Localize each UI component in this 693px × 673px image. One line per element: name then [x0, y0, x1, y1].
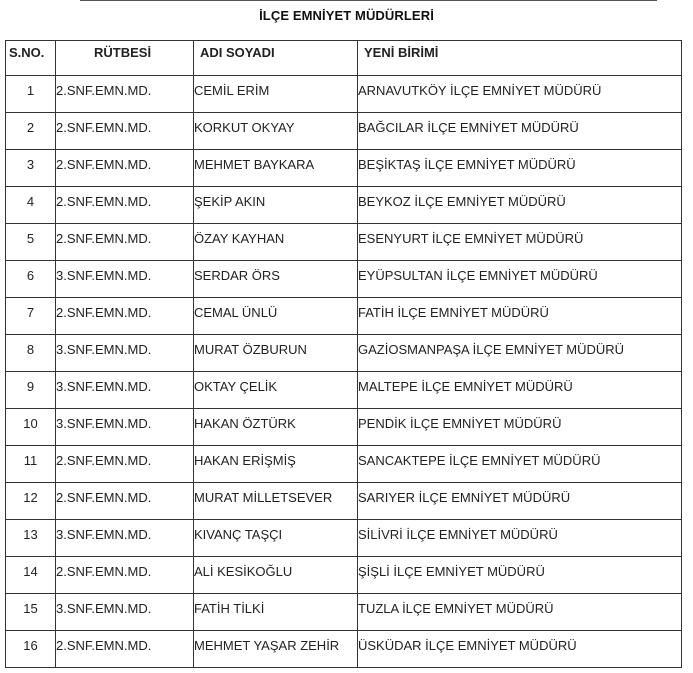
top-divider — [80, 0, 657, 1]
cell-sno: 10 — [6, 409, 56, 446]
cell-rank: 2.SNF.EMN.MD. — [56, 298, 194, 335]
cell-rank: 2.SNF.EMN.MD. — [56, 446, 194, 483]
cell-name: FATİH TİLKİ — [194, 594, 358, 631]
table-row — [6, 594, 682, 631]
cell-sno: 16 — [6, 631, 56, 668]
cell-rank: 3.SNF.EMN.MD. — [56, 335, 194, 372]
cell-unit: PENDİK İLÇE EMNİYET MÜDÜRÜ — [358, 409, 682, 446]
police-chiefs-table — [5, 40, 682, 668]
table-row — [6, 446, 682, 483]
cell-rank: 2.SNF.EMN.MD. — [56, 187, 194, 224]
cell-sno: 7 — [6, 298, 56, 335]
header-row — [6, 41, 682, 76]
cell-name: ÖZAY KAYHAN — [194, 224, 358, 261]
cell-unit: ESENYURT İLÇE EMNİYET MÜDÜRÜ — [358, 224, 682, 261]
table-row — [6, 150, 682, 187]
cell-name: HAKAN ERİŞMİŞ — [194, 446, 358, 483]
cell-unit: SİLİVRİ İLÇE EMNİYET MÜDÜRÜ — [358, 520, 682, 557]
cell-sno: 2 — [6, 113, 56, 150]
cell-sno: 4 — [6, 187, 56, 224]
cell-rank: 3.SNF.EMN.MD. — [56, 409, 194, 446]
cell-sno: 1 — [6, 76, 56, 113]
cell-sno: 5 — [6, 224, 56, 261]
table-row — [6, 631, 682, 668]
cell-unit: TUZLA İLÇE EMNİYET MÜDÜRÜ — [358, 594, 682, 631]
column-header-sno: S.NO. — [6, 41, 56, 76]
cell-name: CEMİL ERİM — [194, 76, 358, 113]
cell-unit: MALTEPE İLÇE EMNİYET MÜDÜRÜ — [358, 372, 682, 409]
cell-rank: 3.SNF.EMN.MD. — [56, 594, 194, 631]
table-header — [6, 41, 682, 76]
table-row — [6, 298, 682, 335]
cell-name: ALİ KESİKOĞLU — [194, 557, 358, 594]
cell-rank: 2.SNF.EMN.MD. — [56, 76, 194, 113]
cell-rank: 2.SNF.EMN.MD. — [56, 483, 194, 520]
cell-unit: EYÜPSULTAN İLÇE EMNİYET MÜDÜRÜ — [358, 261, 682, 298]
cell-sno: 9 — [6, 372, 56, 409]
cell-rank: 2.SNF.EMN.MD. — [56, 113, 194, 150]
cell-name: MURAT ÖZBURUN — [194, 335, 358, 372]
cell-rank: 2.SNF.EMN.MD. — [56, 631, 194, 668]
cell-name: ŞEKİP AKIN — [194, 187, 358, 224]
cell-unit: BEŞİKTAŞ İLÇE EMNİYET MÜDÜRÜ — [358, 150, 682, 187]
table-row — [6, 520, 682, 557]
column-header-unit: YENİ BİRİMİ — [358, 41, 682, 76]
cell-unit: FATİH İLÇE EMNİYET MÜDÜRÜ — [358, 298, 682, 335]
cell-sno: 3 — [6, 150, 56, 187]
cell-name: MURAT MİLLETSEVER — [194, 483, 358, 520]
cell-name: KORKUT OKYAY — [194, 113, 358, 150]
cell-sno: 13 — [6, 520, 56, 557]
cell-unit: ŞİŞLİ İLÇE EMNİYET MÜDÜRÜ — [358, 557, 682, 594]
document-title: İLÇE EMNİYET MÜDÜRLERİ — [259, 8, 434, 23]
table-row — [6, 483, 682, 520]
cell-unit: BEYKOZ İLÇE EMNİYET MÜDÜRÜ — [358, 187, 682, 224]
table-row — [6, 335, 682, 372]
cell-name: CEMAL ÜNLÜ — [194, 298, 358, 335]
table-row — [6, 372, 682, 409]
cell-sno: 14 — [6, 557, 56, 594]
cell-sno: 8 — [6, 335, 56, 372]
cell-sno: 11 — [6, 446, 56, 483]
cell-rank: 2.SNF.EMN.MD. — [56, 150, 194, 187]
cell-unit: BAĞCILAR İLÇE EMNİYET MÜDÜRÜ — [358, 113, 682, 150]
table-row — [6, 113, 682, 150]
cell-rank: 2.SNF.EMN.MD. — [56, 557, 194, 594]
table-row — [6, 557, 682, 594]
cell-unit: GAZİOSMANPAŞA İLÇE EMNİYET MÜDÜRÜ — [358, 335, 682, 372]
table-body — [6, 76, 682, 668]
cell-name: SERDAR ÖRS — [194, 261, 358, 298]
table-row — [6, 409, 682, 446]
cell-name: MEHMET YAŞAR ZEHİR — [194, 631, 358, 668]
cell-name: MEHMET BAYKARA — [194, 150, 358, 187]
table-row — [6, 224, 682, 261]
table-row — [6, 261, 682, 298]
cell-rank: 2.SNF.EMN.MD. — [56, 224, 194, 261]
cell-rank: 3.SNF.EMN.MD. — [56, 520, 194, 557]
cell-rank: 3.SNF.EMN.MD. — [56, 372, 194, 409]
cell-rank: 3.SNF.EMN.MD. — [56, 261, 194, 298]
cell-unit: SANCAKTEPE İLÇE EMNİYET MÜDÜRÜ — [358, 446, 682, 483]
cell-unit: ARNAVUTKÖY İLÇE EMNİYET MÜDÜRÜ — [358, 76, 682, 113]
column-header-rank: RÜTBESİ — [56, 41, 194, 76]
cell-name: HAKAN ÖZTÜRK — [194, 409, 358, 446]
cell-sno: 6 — [6, 261, 56, 298]
cell-unit: ÜSKÜDAR İLÇE EMNİYET MÜDÜRÜ — [358, 631, 682, 668]
cell-name: KIVANÇ TAŞÇI — [194, 520, 358, 557]
table-row — [6, 187, 682, 224]
table-row — [6, 76, 682, 113]
cell-name: OKTAY ÇELİK — [194, 372, 358, 409]
cell-unit: SARIYER İLÇE EMNİYET MÜDÜRÜ — [358, 483, 682, 520]
cell-sno: 12 — [6, 483, 56, 520]
cell-sno: 15 — [6, 594, 56, 631]
column-header-name: ADI SOYADI — [194, 41, 358, 76]
